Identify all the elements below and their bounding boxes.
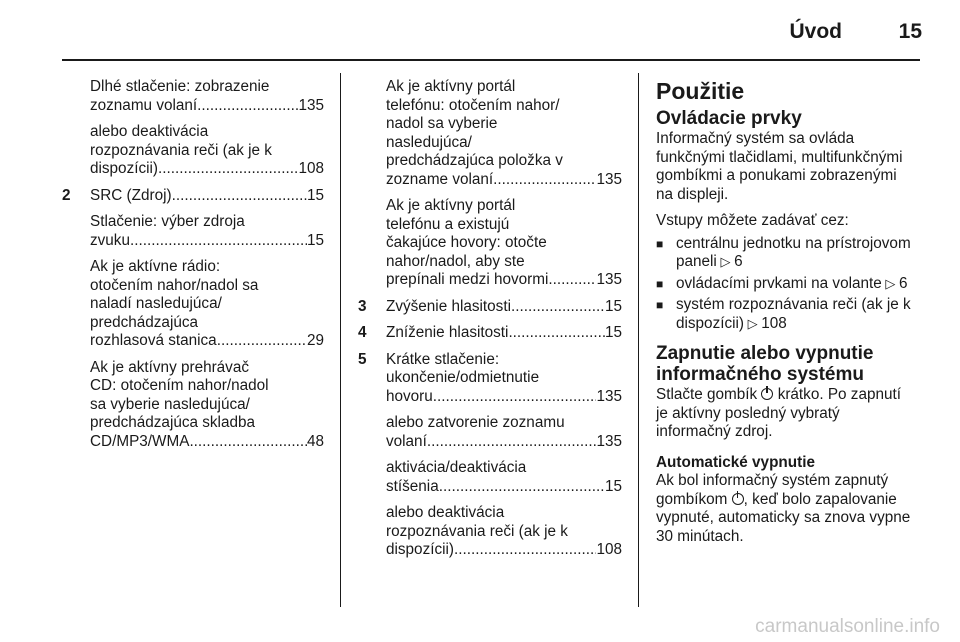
page-number: 6: [899, 274, 908, 292]
page-reference: prepínali medzi hovormi ..... 135: [386, 271, 622, 290]
column-divider: [340, 73, 341, 607]
page-reference: SRC (Zdroj) ..... 15: [90, 187, 324, 206]
page-number: 135: [298, 96, 324, 114]
control-entry: [62, 78, 324, 179]
auto-off-heading: Automatické vypnutie: [656, 453, 815, 471]
control-description: Ak je aktívne rádio: otočením nahor/nadol sa naladí nasledujúca/ predchádzajúca rozhlasová stanica ..... 29: [90, 258, 324, 351]
control-entry: [62, 187, 324, 452]
input-bullet-list: [656, 235, 922, 334]
control-description: Ak je aktívny prehrávač CD: otočením nahor/nadol sa vyberie nasledujúca/ predchádzajúca skladba CD/MP3/WMA ..... 48: [90, 359, 324, 452]
reference-arrow-icon: ▷: [881, 275, 899, 291]
page-number: 15: [306, 231, 324, 249]
page-number: 135: [596, 387, 622, 405]
control-description: [386, 324, 622, 343]
bullet-item: ■ centrálnu jednotku na prístrojovom paneli ▷ 6: [656, 235, 922, 272]
page-number: 15: [604, 477, 622, 495]
page-number: 108: [298, 160, 324, 177]
control-description: [90, 187, 324, 206]
control-description: aktivácia/deaktivácia stíšenia ..... 15: [386, 459, 622, 496]
control-entry: [358, 78, 622, 290]
reference-arrow-icon: ▷: [744, 315, 762, 331]
page-reference: CD/MP3/WMA ..... 48: [90, 433, 324, 452]
control-entry: [358, 351, 622, 560]
control-description: alebo deaktivácia rozpoznávania reči (ak je k dispozícii) ..... 108: [90, 123, 324, 179]
page-number: 135: [596, 271, 622, 288]
page-number: 48: [306, 432, 324, 450]
page-number: 15: [604, 324, 622, 341]
page-number: 29: [306, 332, 324, 349]
section-title: Použitie: [656, 78, 745, 104]
control-description: [386, 298, 622, 317]
onoff-paragraph: Stlačte gombík krátko. Po zapnutí je aktívny posledný vybratý informačný zdroj.: [656, 386, 901, 440]
column-divider: [638, 73, 639, 607]
auto-off-paragraph: Ak bol informačný systém zapnutý gombíkom , keď bolo zapalovanie vypnuté, automaticky sa znova vypne 30 minútach.: [656, 472, 911, 545]
page-reference: zozname volaní ..... 135: [386, 171, 622, 190]
page-number: 135: [596, 432, 622, 450]
column-3: [656, 78, 922, 554]
page-number: 6: [734, 253, 743, 270]
watermark: carmanualsonline.info: [755, 616, 940, 637]
reference-arrow-icon: ▷: [716, 254, 735, 269]
page-reference: Zníženie hlasitosti ..... 15: [386, 324, 622, 343]
control-description: Dlhé stlačenie: zobrazenie zoznamu volaní ..... 135: [90, 78, 324, 115]
onoff-heading: Zapnutie alebo vypnutie informačného systému: [656, 343, 874, 385]
power-knob-icon: [732, 493, 744, 505]
control-number: 5: [358, 350, 367, 368]
header-page-number: 15: [898, 20, 922, 43]
control-description: Stlačenie: výber zdroja zvuku ..... 15: [90, 213, 324, 250]
page-reference: volaní ..... 135: [386, 433, 622, 452]
page-reference: stíšenia ..... 15: [386, 478, 622, 497]
page-number: 15: [604, 297, 622, 315]
controls-heading: Ovládacie prvky: [656, 108, 802, 129]
control-number: 2: [62, 186, 71, 204]
page-reference: dispozícii) ..... 108: [386, 541, 622, 560]
controls-paragraph: Informačný systém sa ovláda funkčnými tlačidlami, multifunkčnými gombíkmi a ponukami zobrazenými na displeji.: [656, 130, 903, 203]
page-reference: rozhlasová stanica ..... 29: [90, 332, 324, 351]
column-2: [358, 78, 622, 568]
page-number: 108: [761, 314, 787, 332]
page-reference: zvuku ..... 15: [90, 232, 324, 251]
page-reference: dispozícii) ..... 108: [90, 160, 324, 179]
bullet-item: ■ ovládacími prvkami na volante ▷ 6: [656, 275, 922, 294]
control-description: Krátke stlačenie: ukončenie/odmietnutie hovoru ..... 135: [386, 351, 622, 407]
column-1: [62, 78, 324, 459]
inputs-intro: Vstupy môžete zadávať cez:: [656, 212, 849, 229]
page-reference: zoznamu volaní ..... 135: [90, 97, 324, 116]
header-section-title: Úvod: [789, 20, 842, 43]
page-reference: hovoru ..... 135: [386, 388, 622, 407]
page-number: 15: [306, 186, 324, 204]
power-knob-icon: [761, 388, 773, 400]
control-number: 4: [358, 324, 367, 341]
page-number: 108: [596, 541, 622, 558]
header-rule: [62, 59, 920, 61]
control-number: 3: [358, 297, 367, 315]
control-entry: [358, 324, 622, 343]
control-entry: [358, 298, 622, 317]
control-description: alebo zatvorenie zoznamu volaní ..... 135: [386, 414, 622, 451]
control-description: Ak je aktívny portál telefónu: otočením nahor/ nadol sa vyberie nasledujúca/ predchádzajúca položka v zozname volaní ..... 135: [386, 78, 622, 189]
page-reference: Zvýšenie hlasitosti ..... 15: [386, 298, 622, 317]
bullet-item: ■ systém rozpoznávania reči (ak je k dispozícii) ▷ 108: [656, 296, 922, 333]
control-description: Ak je aktívny portál telefónu a existujú čakajúce hovory: otočte nahor/nadol, aby ste prepínali medzi hovormi ..... 135: [386, 197, 622, 290]
control-description: alebo deaktivácia rozpoznávania reči (ak je k dispozícii) ..... 108: [386, 504, 622, 560]
page-number: 135: [596, 170, 622, 188]
